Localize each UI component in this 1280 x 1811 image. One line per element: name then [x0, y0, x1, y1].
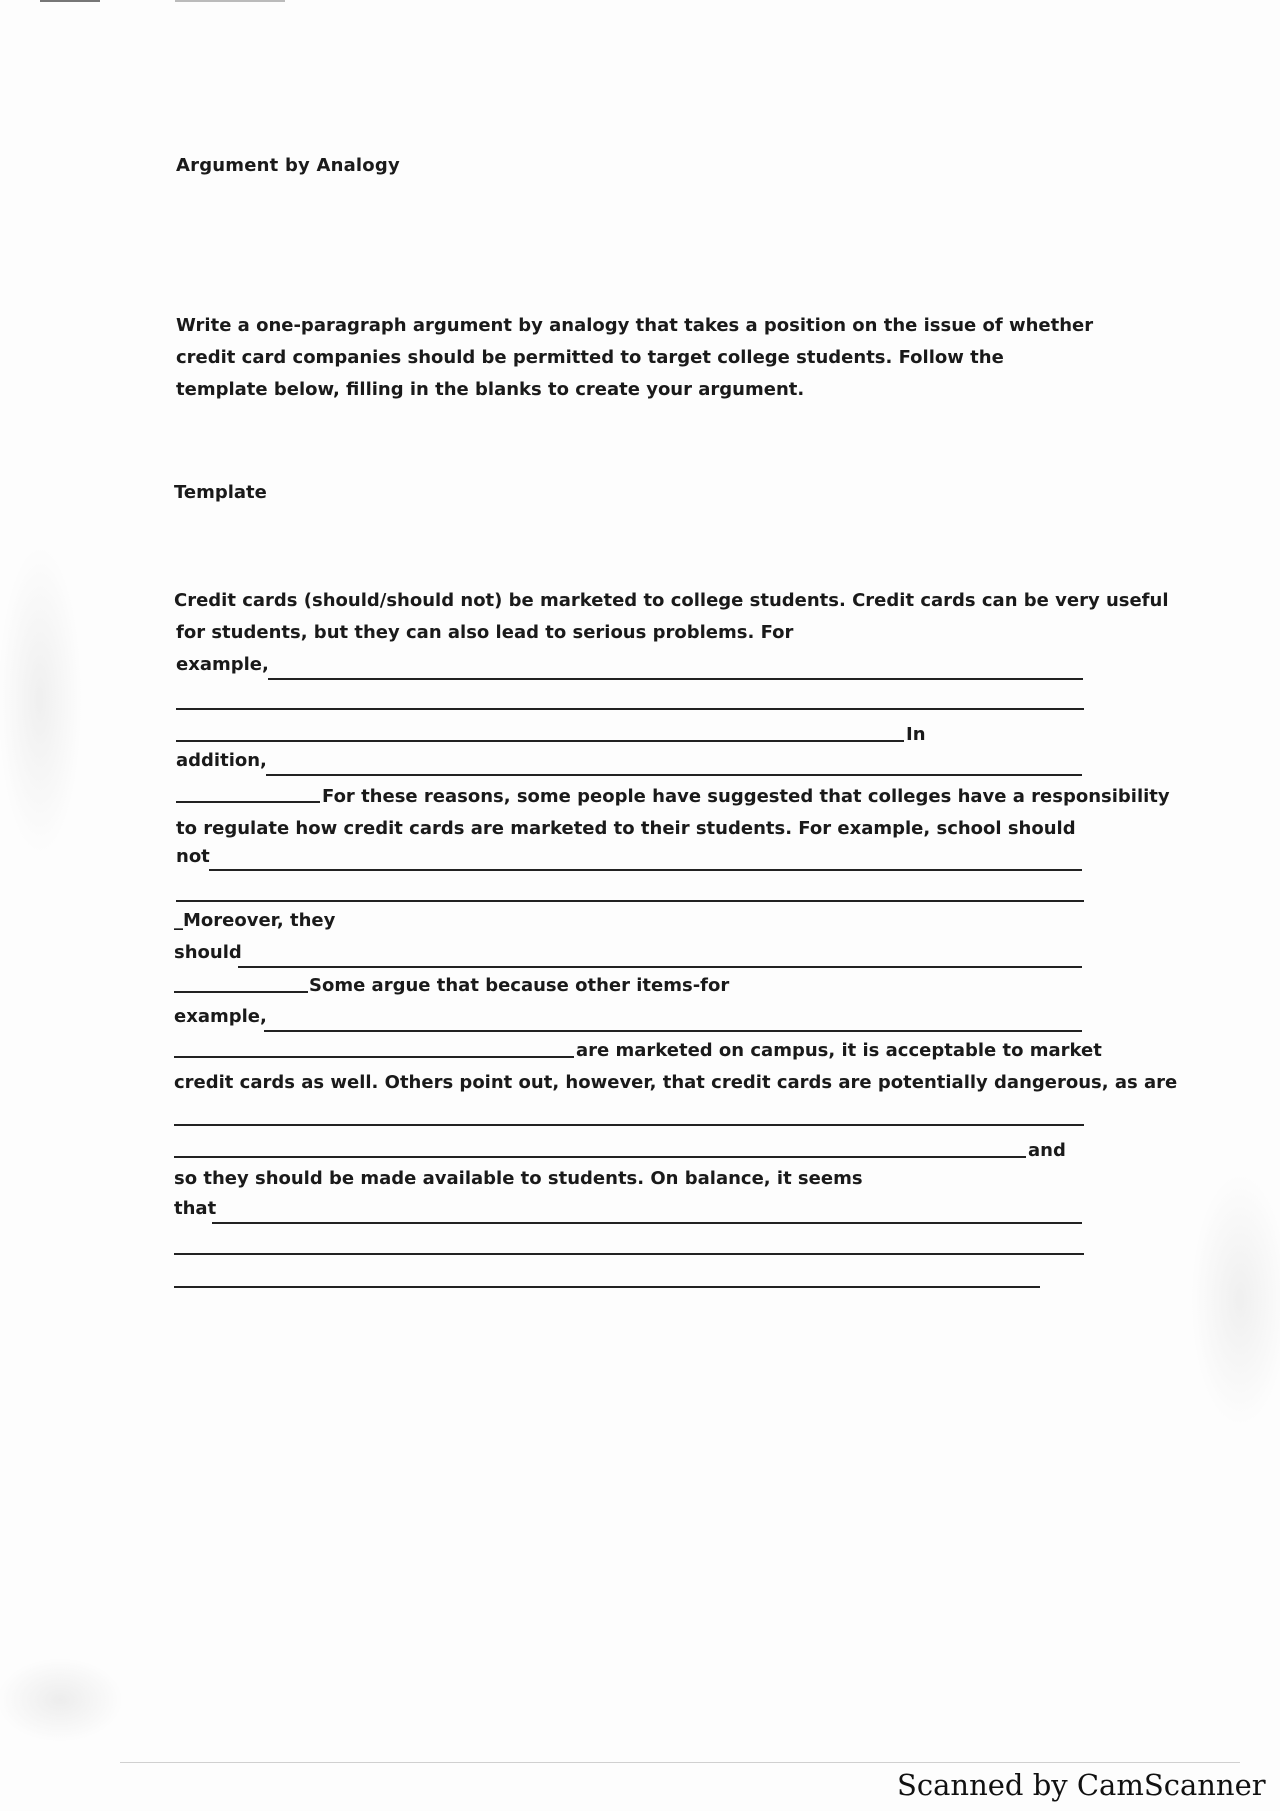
fill-blank[interactable]: [176, 708, 1084, 710]
scan-edge-mark: [175, 0, 285, 2]
fill-blank[interactable]: [174, 1253, 1084, 1255]
template-line: For these reasons, some people have suggested that colleges have a responsibility: [322, 786, 1170, 807]
template-line: and: [1028, 1140, 1066, 1161]
template-line: In: [906, 724, 926, 745]
fill-blank[interactable]: [176, 740, 904, 742]
fill-blank[interactable]: [238, 966, 1082, 968]
fill-blank[interactable]: [174, 1286, 1040, 1288]
template-line: example,: [174, 1006, 267, 1027]
template-line: Some argue that because other items-for: [309, 975, 730, 996]
camscanner-watermark: Scanned by CamScanner: [897, 1768, 1266, 1802]
scan-edge-mark: [40, 0, 100, 2]
template-line: _Moreover, they: [174, 910, 336, 931]
scan-edge-mark: [120, 1762, 1240, 1763]
template-line: example,: [176, 654, 269, 675]
fill-blank[interactable]: [174, 1124, 1084, 1126]
instructions-paragraph: Write a one-paragraph argument by analogy that takes a position on the issue of whether credit card companies should be permitted to target college students. Follow the template below, filling in the blanks to create your argument.: [176, 315, 1094, 400]
fill-blank[interactable]: [174, 1056, 574, 1058]
document-title: Argument by Analogy: [176, 155, 400, 176]
template-line: should: [174, 942, 242, 963]
fill-blank[interactable]: [268, 678, 1083, 680]
template-line: for students, but they can also lead to serious problems. For: [176, 622, 794, 643]
fill-blank[interactable]: [264, 1030, 1082, 1032]
template-line: not: [176, 846, 210, 867]
fill-blank[interactable]: [176, 801, 320, 803]
fill-blank[interactable]: [174, 991, 308, 993]
fill-blank[interactable]: [212, 1222, 1082, 1224]
template-heading: Template: [174, 482, 267, 503]
template-line: Credit cards (should/should not) be marketed to college students. Credit cards can be very useful: [174, 590, 1169, 611]
fill-blank[interactable]: [174, 1156, 1026, 1158]
fill-blank[interactable]: [209, 869, 1082, 871]
fill-blank[interactable]: [266, 774, 1082, 776]
template-line: to regulate how credit cards are marketed to their students. For example, school should: [176, 818, 1076, 839]
template-line: credit cards as well. Others point out, however, that credit cards are potentially dangerous, as are: [174, 1072, 1178, 1093]
template-line: that: [174, 1198, 217, 1219]
template-line: so they should be made available to students. On balance, it seems: [174, 1168, 863, 1189]
template-line: addition,: [176, 750, 267, 771]
template-line: are marketed on campus, it is acceptable to market: [576, 1040, 1102, 1061]
fill-blank[interactable]: [176, 900, 1084, 902]
